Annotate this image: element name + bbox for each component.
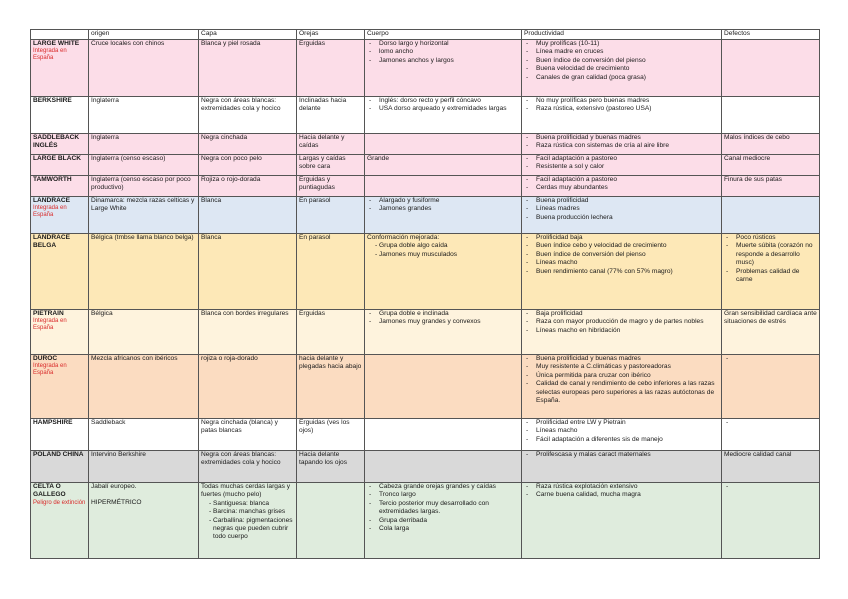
cuerpo-cell bbox=[365, 355, 522, 419]
cuerpo-intro: Conformación mejorada: bbox=[367, 234, 440, 241]
productividad-item: - Buen índice de conversión del pienso bbox=[524, 57, 719, 65]
orejas-text: En parasol bbox=[299, 234, 331, 241]
productividad-item: - Baja prolificidad bbox=[524, 310, 719, 318]
orejas-cell bbox=[297, 97, 365, 134]
capa-cell bbox=[199, 419, 297, 451]
origen-cell bbox=[89, 483, 199, 559]
productividad-item: - Resistente a sol y calor bbox=[524, 163, 719, 171]
productividad-cell bbox=[522, 176, 722, 197]
breed-cell bbox=[31, 197, 89, 234]
productividad-list bbox=[524, 483, 719, 500]
capa-text: Blanca con bordes irregulares bbox=[201, 310, 289, 317]
capa-intro: Todas muchas cerdas largas y fuertes (mucho pelo) bbox=[201, 483, 291, 499]
defectos-cell bbox=[722, 419, 820, 451]
productividad-item: - Buen índice de conversión del pienso bbox=[524, 251, 719, 259]
productividad-item: - Cerdas muy abundantes bbox=[524, 184, 719, 192]
orejas-cell bbox=[297, 155, 365, 176]
origen-text: Intervino Berkshire bbox=[91, 451, 146, 458]
productividad-list bbox=[524, 97, 719, 114]
origen-text: Mezcla africanos con ibéricos bbox=[91, 355, 178, 362]
productividad-list bbox=[524, 419, 719, 444]
productividad-item: - Prolificidad baja bbox=[524, 234, 719, 242]
defectos-text: Canal mediocre bbox=[724, 155, 771, 162]
orejas-cell bbox=[297, 310, 365, 355]
productividad-item: - Buena velocidad de crecimiento bbox=[524, 65, 719, 73]
capa-item: - Carballina: pigmentaciones negras que pueden cubrir todo cuerpo bbox=[201, 517, 294, 542]
breed-row bbox=[31, 134, 820, 155]
capa-text: Blanca y piel rosada bbox=[201, 40, 261, 47]
defectos-text: Finura de sus patas bbox=[724, 176, 782, 183]
breed-cell bbox=[31, 451, 89, 483]
breed-name: PIETRAIN bbox=[33, 310, 64, 317]
productividad-list bbox=[524, 197, 719, 222]
productividad-item: - Calidad de canal y rendimiento de cebo inferiores a las razas selectas europeas pero superiores a las razas autóctonas de España. bbox=[524, 380, 719, 405]
breed-name: HAMPSHIRE bbox=[33, 419, 73, 426]
defectos-text: Gran sensibilidad cardíaca ante situaciones de estrés bbox=[724, 310, 817, 326]
origen-cell bbox=[89, 155, 199, 176]
orejas-text: Erguidas bbox=[299, 310, 326, 317]
cuerpo-list bbox=[367, 40, 519, 65]
defectos-cell bbox=[722, 97, 820, 134]
productividad-item: - Buena prolificidad bbox=[524, 197, 719, 205]
productividad-cell bbox=[522, 483, 722, 559]
capa-cell bbox=[199, 97, 297, 134]
cuerpo-item: - Jamones grandes bbox=[367, 205, 519, 213]
defectos-cell bbox=[722, 176, 820, 197]
origen-cell bbox=[89, 451, 199, 483]
productividad-item: - Fácil adaptación a diferentes sis de manejo bbox=[524, 436, 719, 444]
capa-cell bbox=[199, 134, 297, 155]
breed-name: CELTA O GALLEGO bbox=[33, 483, 66, 499]
breed-row bbox=[31, 97, 820, 134]
origen-text: Dinamarca: mezcla razas celticas y Large White bbox=[91, 197, 195, 213]
capa-text: rojiza o roja-dorado bbox=[201, 355, 258, 362]
origen-cell bbox=[89, 97, 199, 134]
cuerpo-item: - Tronco largo bbox=[367, 491, 519, 499]
capa-cell bbox=[199, 483, 297, 559]
cuerpo-list bbox=[367, 242, 519, 259]
origen-cell bbox=[89, 310, 199, 355]
capa-text: Negra con áreas blancas: extremidades cola y hocico bbox=[201, 97, 281, 113]
cuerpo-intro: Grande bbox=[367, 155, 389, 162]
orejas-cell bbox=[297, 197, 365, 234]
breed-cell bbox=[31, 234, 89, 310]
cuerpo-cell bbox=[365, 197, 522, 234]
defectos-cell bbox=[722, 483, 820, 559]
productividad-item: - Raza con mayor producción de magro y de partes nobles bbox=[524, 318, 719, 326]
breed-cell bbox=[31, 134, 89, 155]
capa-item: - Barcina: manchas grises bbox=[201, 508, 294, 516]
capa-text: Negra con poco pelo bbox=[201, 155, 262, 162]
header-productividad: Productividad bbox=[522, 30, 722, 40]
breed-name: LANDRACE BELGA bbox=[33, 234, 70, 250]
orejas-text: Hacia delante y caídas bbox=[299, 134, 345, 150]
productividad-item: - Raza rústica explotación extensivo bbox=[524, 483, 719, 491]
productividad-item: - Líneas macho bbox=[524, 259, 719, 267]
productividad-item: - Línea madre en cruces bbox=[524, 48, 719, 56]
capa-cell bbox=[199, 234, 297, 310]
header-origen: origen bbox=[89, 30, 199, 40]
cuerpo-item: - Grupa derribada bbox=[367, 517, 519, 525]
productividad-item: - Única permitida para cruzar con ibérico bbox=[524, 372, 719, 380]
cuerpo-cell bbox=[365, 40, 522, 97]
capa-text: Blanca bbox=[201, 197, 222, 204]
breed-row bbox=[31, 234, 820, 310]
breed-cell bbox=[31, 310, 89, 355]
orejas-cell bbox=[297, 176, 365, 197]
breed-note: Integrada en España bbox=[33, 48, 67, 62]
header-row bbox=[31, 30, 820, 40]
productividad-item: - No muy prolíficas pero buenas madres bbox=[524, 97, 719, 105]
breed-row bbox=[31, 310, 820, 355]
productividad-item: - Buena prolificidad y buenas madres bbox=[524, 355, 719, 363]
cuerpo-list bbox=[367, 483, 519, 533]
breed-name: LANDRACE bbox=[33, 197, 70, 204]
orejas-text: En parasol bbox=[299, 197, 331, 204]
productividad-list bbox=[524, 310, 719, 335]
capa-cell bbox=[199, 355, 297, 419]
productividad-list bbox=[524, 234, 719, 276]
origen-cell bbox=[89, 197, 199, 234]
defectos-text: Malos índices de cebo bbox=[724, 134, 790, 141]
cuerpo-cell bbox=[365, 451, 522, 483]
defectos-cell bbox=[722, 451, 820, 483]
capa-text: Blanca bbox=[201, 234, 222, 241]
origen-text: Cruce locales con chinos bbox=[91, 40, 165, 47]
breed-note: Peligro de extinción bbox=[33, 499, 86, 506]
cuerpo-item: - Cabeza grande orejas grandes y caídas bbox=[367, 483, 519, 491]
origen-line: HIPERMÉTRICO bbox=[91, 499, 142, 507]
productividad-item: - Buen rendimiento canal (77% con 57% magro) bbox=[524, 268, 719, 276]
defectos-text: Mediocre calidad canal bbox=[724, 451, 792, 458]
productividad-cell bbox=[522, 419, 722, 451]
cuerpo-cell bbox=[365, 234, 522, 310]
defectos-cell bbox=[722, 197, 820, 234]
breeds-table bbox=[30, 29, 820, 559]
capa-cell bbox=[199, 155, 297, 176]
breed-row bbox=[31, 451, 820, 483]
origen-cell bbox=[89, 40, 199, 97]
productividad-item: - Líneas macho en hibridación bbox=[524, 327, 719, 335]
cuerpo-cell bbox=[365, 483, 522, 559]
breed-note: Integrada en España bbox=[33, 363, 67, 377]
orejas-cell bbox=[297, 483, 365, 559]
cuerpo-item: - Cola larga bbox=[367, 525, 519, 533]
productividad-list bbox=[524, 40, 719, 82]
productividad-item: - Líneas macho bbox=[524, 427, 719, 435]
origen-text: Inglaterra bbox=[91, 97, 119, 104]
defectos-item: - Muerte súbita (corazón no responde a desarrollo musc) bbox=[724, 242, 817, 267]
productividad-list bbox=[524, 451, 719, 459]
capa-list bbox=[201, 500, 294, 542]
origen-cell bbox=[89, 355, 199, 419]
productividad-item: - Prolifescasa y malas caract maternales bbox=[524, 451, 719, 459]
capa-cell bbox=[199, 40, 297, 97]
breed-row bbox=[31, 40, 820, 97]
header-breed bbox=[31, 30, 89, 40]
productividad-item: - Buena prolificidad y buenas madres bbox=[524, 134, 719, 142]
cuerpo-item: - Alargado y fusiforme bbox=[367, 197, 519, 205]
breed-name: TAMWORTH bbox=[33, 176, 72, 183]
cuerpo-item: - USA dorso arqueado y extremidades largas bbox=[367, 105, 519, 113]
orejas-cell bbox=[297, 451, 365, 483]
capa-cell bbox=[199, 310, 297, 355]
origen-text: Bélgica bbox=[91, 310, 113, 317]
orejas-cell bbox=[297, 234, 365, 310]
defectos-cell bbox=[722, 234, 820, 310]
productividad-item: - Muy prolíficas (10-11) bbox=[524, 40, 719, 48]
origen-text: Inglaterra (censo escaso por poco productivo) bbox=[91, 176, 191, 192]
capa-cell bbox=[199, 176, 297, 197]
productividad-item: - Facil adaptación a pastoreo bbox=[524, 176, 719, 184]
cuerpo-item: - Dorso largo y horizontal bbox=[367, 40, 519, 48]
productividad-cell bbox=[522, 310, 722, 355]
orejas-cell bbox=[297, 134, 365, 155]
breed-row bbox=[31, 419, 820, 451]
orejas-cell bbox=[297, 40, 365, 97]
breed-name: DUROC bbox=[33, 355, 58, 362]
cuerpo-cell bbox=[365, 155, 522, 176]
cuerpo-item: - lomo ancho bbox=[367, 48, 519, 56]
origen-cell bbox=[89, 234, 199, 310]
breed-row bbox=[31, 355, 820, 419]
capa-text: Negra con áreas blancas: extremidades cola y hocico bbox=[201, 451, 281, 467]
productividad-cell bbox=[522, 155, 722, 176]
cuerpo-item: - Jamones muy grandes y convexos bbox=[367, 318, 519, 326]
breed-note: Integrada en España bbox=[33, 318, 67, 332]
productividad-item: - Raza rústica, extensivo (pastoreo USA) bbox=[524, 105, 719, 113]
breed-row bbox=[31, 176, 820, 197]
breed-name: SADDLEBACK INGLÉS bbox=[33, 134, 80, 150]
defectos-cell bbox=[722, 355, 820, 419]
cuerpo-list bbox=[367, 97, 519, 114]
productividad-cell bbox=[522, 451, 722, 483]
origen-cell bbox=[89, 176, 199, 197]
capa-item: - Santiguesa: blanca bbox=[201, 500, 294, 508]
productividad-item: - Canales de gran calidad (poca grasa) bbox=[524, 74, 719, 82]
breed-name: LARGE BLACK bbox=[33, 155, 81, 162]
origen-text: Saddleback bbox=[91, 419, 126, 426]
productividad-list bbox=[524, 134, 719, 151]
origen-text: Inglaterra (censo escaso) bbox=[91, 155, 166, 162]
breed-cell bbox=[31, 97, 89, 134]
cuerpo-item: - Tercio posterior muy desarrollado con extremidades largas. bbox=[367, 500, 519, 517]
orejas-text: Largas y caídas sobre cara bbox=[299, 155, 346, 171]
productividad-cell bbox=[522, 97, 722, 134]
origen-text: Inglaterra bbox=[91, 134, 119, 141]
origen-cell bbox=[89, 134, 199, 155]
productividad-item: - Buen índice cebo y velocidad de crecimiento bbox=[524, 242, 719, 250]
cuerpo-cell bbox=[365, 134, 522, 155]
productividad-cell bbox=[522, 355, 722, 419]
defectos-item: - Problemas calidad de carne bbox=[724, 268, 817, 285]
breed-cell bbox=[31, 483, 89, 559]
productividad-item: - Facil adaptación a pastoreo bbox=[524, 155, 719, 163]
productividad-item: - Muy resistente a C.climáticas y pastoreadoras bbox=[524, 363, 719, 371]
breed-name: POLAND CHINA bbox=[33, 451, 84, 458]
productividad-cell bbox=[522, 40, 722, 97]
productividad-item: - Carne buena calidad, mucha magra bbox=[524, 491, 719, 499]
productividad-item: - Buena producción lechera bbox=[524, 214, 719, 222]
defectos-item: - Poco rústicos bbox=[724, 234, 817, 242]
cuerpo-list bbox=[367, 197, 519, 214]
defectos-cell bbox=[722, 310, 820, 355]
breed-name: LARGE WHITE bbox=[33, 40, 80, 47]
breed-row bbox=[31, 483, 820, 559]
cuerpo-cell bbox=[365, 176, 522, 197]
productividad-item: - Prolificidad entre LW y Pietrain bbox=[524, 419, 719, 427]
breed-cell bbox=[31, 419, 89, 451]
productividad-cell bbox=[522, 234, 722, 310]
origen-cell bbox=[89, 419, 199, 451]
cuerpo-item: - Grupa doble e inclinada bbox=[367, 310, 519, 318]
defectos-list bbox=[724, 234, 817, 284]
cuerpo-cell bbox=[365, 419, 522, 451]
cuerpo-item: - Grupa doble algo caída bbox=[367, 242, 519, 250]
capa-text: Negra cinchada (blanca) y patas blancas bbox=[201, 419, 278, 435]
productividad-list bbox=[524, 176, 719, 193]
origen-line: Jabalí europeo. bbox=[91, 483, 137, 490]
breed-row bbox=[31, 197, 820, 234]
orejas-text: Hacia delante tapando los ojos bbox=[299, 451, 348, 467]
orejas-text: Inclinadas hacia delante bbox=[299, 97, 347, 113]
breed-cell bbox=[31, 40, 89, 97]
orejas-text: Erguidas y puntiagudas bbox=[299, 176, 335, 192]
orejas-cell bbox=[297, 419, 365, 451]
breed-cell bbox=[31, 176, 89, 197]
capa-text: Negra cinchada bbox=[201, 134, 248, 141]
productividad-cell bbox=[522, 134, 722, 155]
orejas-text: Erguidas (ves los ojos) bbox=[299, 419, 350, 435]
productividad-item: - Líneas madres bbox=[524, 205, 719, 213]
header-defectos: Defectos bbox=[722, 30, 820, 40]
productividad-list bbox=[524, 355, 719, 405]
defectos-cell bbox=[722, 40, 820, 97]
orejas-text: hacia delante y plegadas hacia abajo bbox=[299, 355, 362, 371]
origen-text: Bélgica (tmbse llama blanco belga) bbox=[91, 234, 194, 241]
header-capa: Capa bbox=[199, 30, 297, 40]
cuerpo-item: - Jamones anchos y largos bbox=[367, 57, 519, 65]
defectos-cell bbox=[722, 134, 820, 155]
defectos-cell bbox=[722, 155, 820, 176]
productividad-list bbox=[524, 155, 719, 172]
cuerpo-cell bbox=[365, 97, 522, 134]
breed-name: BERKSHIRE bbox=[33, 97, 72, 104]
productividad-item: - Raza rústica con sistemas de cría al aire libre bbox=[524, 142, 719, 150]
productividad-cell bbox=[522, 197, 722, 234]
breed-cell bbox=[31, 155, 89, 176]
capa-cell bbox=[199, 451, 297, 483]
header-orejas: Orejas bbox=[297, 30, 365, 40]
cuerpo-item: - Inglés: dorso recto y perfil cóncavo bbox=[367, 97, 519, 105]
capa-cell bbox=[199, 197, 297, 234]
breed-note: Integrada en España bbox=[33, 205, 67, 219]
orejas-cell bbox=[297, 355, 365, 419]
header-cuerpo: Cuerpo bbox=[365, 30, 522, 40]
cuerpo-list bbox=[367, 310, 519, 327]
breed-cell bbox=[31, 355, 89, 419]
orejas-text: Erguidas bbox=[299, 40, 326, 47]
cuerpo-item: - Jamones muy musculados bbox=[367, 251, 519, 259]
cuerpo-cell bbox=[365, 310, 522, 355]
capa-text: Rojiza o rojo-dorada bbox=[201, 176, 261, 183]
breed-row bbox=[31, 155, 820, 176]
